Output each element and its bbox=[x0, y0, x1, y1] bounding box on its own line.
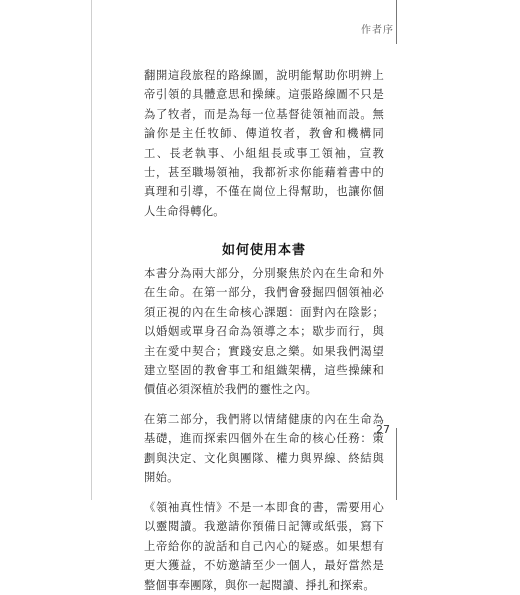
running-head: 作者序 bbox=[361, 25, 394, 36]
intro-paragraph: 翻開這段旅程的路線圖，說明能幫助你明辨上帝引領的具體意思和操練。這張路線圖不只是為了牧者，而是為每一位基督徒領袖而設。無論你是主任牧師、傳道牧者，教會和機構同工、長老執事、小組組長或事工領袖，宣教士，甚至職場領袖，我都祈求你能藉着書中的真理和引導，不僅在崗位上得幫助，也讓你個人生命得轉化。 bbox=[144, 69, 384, 218]
body-paragraph: 《領袖真性情》不是一本即食的書，需要用心以靈閱讀。我邀請你預備日記簿或紙張，寫下上帝給你的說話和自己內心的疑惑。如果想有更大獲益，不妨邀請至少一個人，最好當然是整個事奉團隊，與你一起閱讀、掙扎和探索。 bbox=[144, 501, 384, 592]
footer-rule bbox=[396, 428, 397, 500]
page-number: 27 bbox=[376, 423, 390, 436]
page-edge-line bbox=[91, 0, 92, 500]
running-head-rule bbox=[396, 0, 397, 44]
section-heading: 如何使用本書 bbox=[221, 243, 306, 258]
body-paragraph: 在第二部分，我們將以情緒健康的內在生命為基礎，進而探索四個外在生命的核心任務：策劃與決定、文化與團隊、權力與界線、終結與開始。 bbox=[144, 413, 384, 485]
body-paragraph: 本書分為兩大部分，分別聚焦於內在生命和外在生命。在第一部分，我們會發掘四個領袖必須正視的內在生命核心課題：面對內在陰影；以婚姻或單身召命為領導之本；歇步而行，與主在愛中契合；實踐安息之樂。如果我們渴望建立堅固的教會事工和組織架構，這些操練和價值必須深植於我們的靈性之內。 bbox=[144, 267, 384, 397]
